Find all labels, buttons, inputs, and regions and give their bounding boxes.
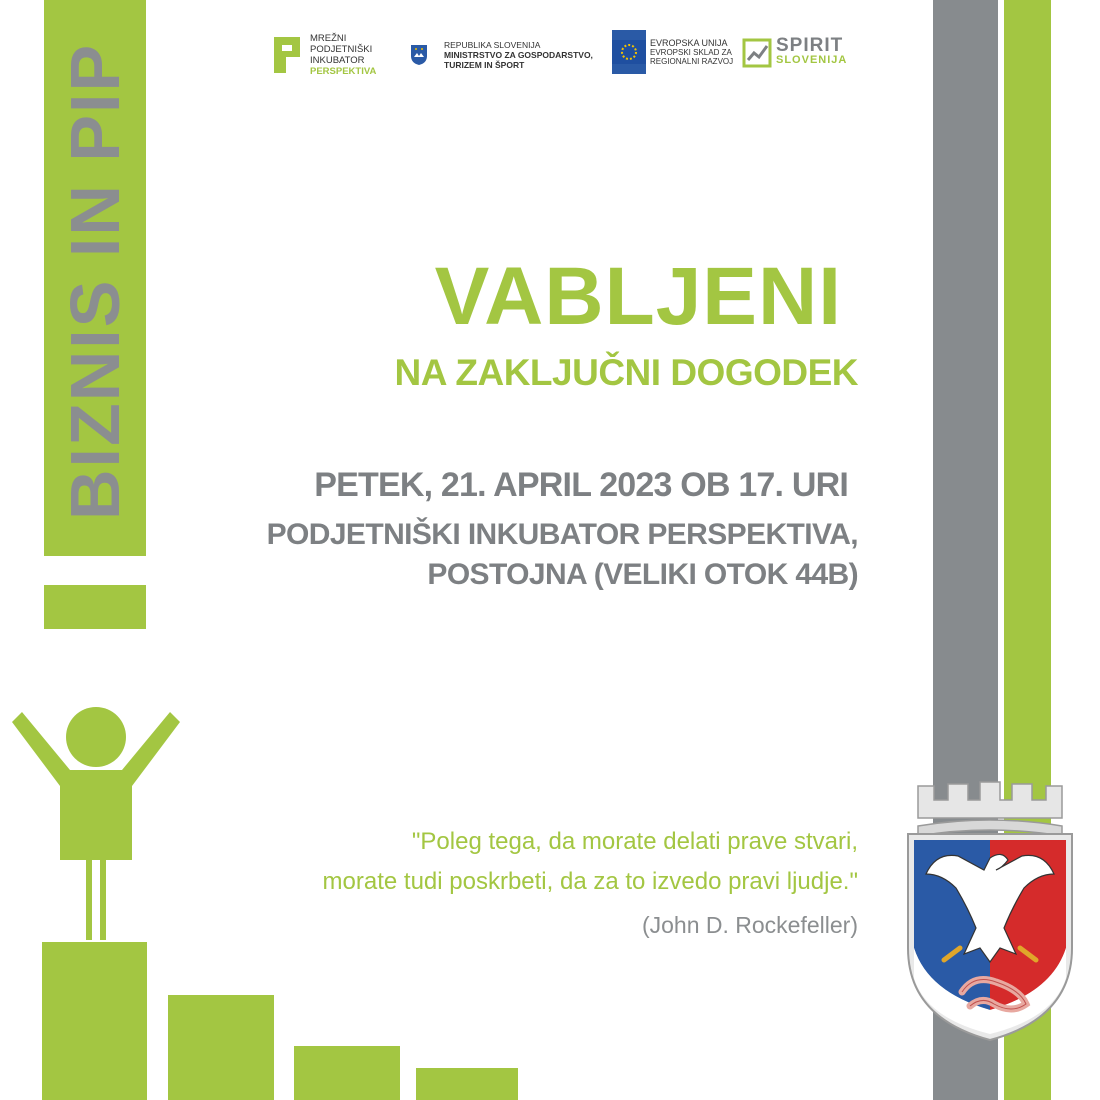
spirit-logo bbox=[742, 35, 848, 68]
spirit-chart-icon bbox=[742, 38, 772, 68]
slovenia-shield-icon bbox=[410, 44, 428, 66]
pip-logo-icon bbox=[272, 35, 306, 75]
ministry-logo-line: MINISTRSTVO ZA GOSPODARSTVO, bbox=[444, 50, 593, 60]
subheadline: NA ZAKLJUČNI DOGODEK bbox=[394, 352, 858, 393]
podium-step-2 bbox=[168, 995, 274, 1100]
quote-line: "Poleg tega, da morate delati prave stvari, bbox=[411, 828, 858, 855]
event-date: PETEK, 21. APRIL 2023 OB 17. URI bbox=[314, 466, 848, 504]
pip-logo-line: MREŽNI bbox=[310, 33, 347, 44]
ministry-logo-text bbox=[444, 40, 593, 70]
eu-logo-line: REGIONALNI RAZVOJ bbox=[650, 56, 734, 66]
spirit-logo-text bbox=[776, 35, 848, 67]
eu-logo bbox=[612, 30, 733, 74]
pip-logo-text bbox=[310, 33, 376, 77]
pip-logo bbox=[272, 33, 376, 77]
pip-logo-line: PODJETNIŠKI bbox=[310, 44, 373, 55]
vertical-title: BIZNIS IN PIP bbox=[56, 42, 134, 520]
quote-line: morate tudi poskrbeti, da za to izvedo pravi ljudje." bbox=[322, 868, 858, 895]
venue-line: POSTOJNA (VELIKI OTOK 44B) bbox=[427, 558, 858, 591]
ministry-logo-line: TURIZEM IN ŠPORT bbox=[444, 60, 525, 70]
podium-step-4 bbox=[416, 1068, 518, 1100]
podium-step-1 bbox=[42, 942, 147, 1100]
headline: VABLJENI bbox=[434, 251, 842, 342]
spirit-logo-country: SLOVENIJA bbox=[776, 54, 848, 66]
quote-author: (John D. Rockefeller) bbox=[641, 912, 858, 938]
coat-of-arms-icon bbox=[904, 778, 1076, 1042]
eu-logo-line: EVROPSKI SKLAD ZA bbox=[650, 47, 732, 57]
eu-logo-line: EVROPSKA UNIJA bbox=[650, 37, 728, 48]
pip-logo-line: PERSPEKTIVA bbox=[310, 66, 377, 77]
ministry-logo-line: REPUBLIKA SLOVENIJA bbox=[444, 40, 541, 50]
eu-flag-icon bbox=[612, 30, 646, 74]
venue-line: PODJETNIŠKI INKUBATOR PERSPEKTIVA, bbox=[266, 518, 858, 551]
pip-logo-line: INKUBATOR bbox=[310, 55, 365, 66]
podium-step-3 bbox=[294, 1046, 400, 1100]
eu-logo-text bbox=[650, 39, 733, 66]
ministry-logo bbox=[410, 40, 593, 70]
left-band-segment bbox=[44, 585, 146, 629]
person-cheering-icon bbox=[0, 700, 200, 950]
spirit-logo-name: SPIRIT bbox=[776, 35, 844, 56]
